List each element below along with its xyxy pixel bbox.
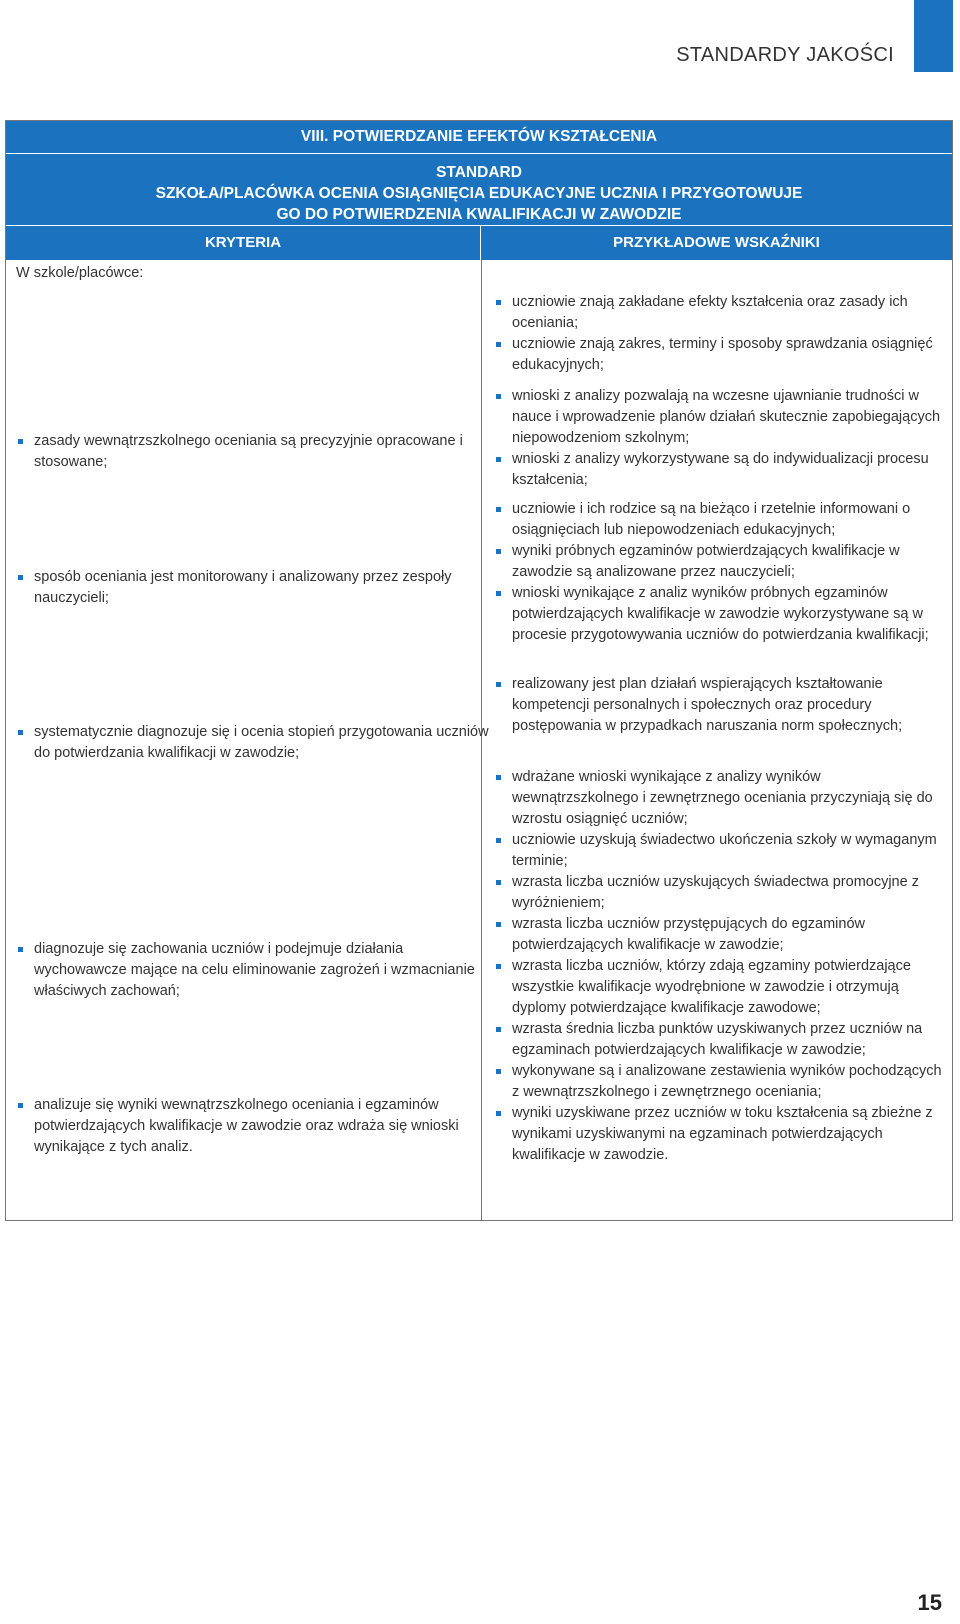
criterion-2: sposób oceniania jest monitorowany i analizowany przez zespoły nauczycieli; xyxy=(16,567,489,609)
corner-tab xyxy=(914,0,953,72)
column-header-indicators: PRZYKŁADOWE WSKAŹNIKI xyxy=(613,234,820,251)
criterion-4: diagnozuje się zachowania uczniów i podejmuje działania wychowawcze mające na celu eliminowanie zagrożeń i wzmacnianie właściwych zachowań; xyxy=(16,939,489,1002)
standard-line-1: SZKOŁA/PLACÓWKA OCENIA OSIĄGNIĘCIA EDUKACYJNE UCZNIA I PRZYGOTOWUJE xyxy=(155,185,803,202)
column-headers xyxy=(6,226,952,260)
table-title: VIII. POTWIERDZANIE EFEKTÓW KSZTAŁCENIA xyxy=(6,121,952,154)
indicator-item: wdrażane wnioski wynikające z analizy wyników wewnątrzszkolnego i zewnętrznego oceniania przyczyniają się do wzrostu osiągnięć uczniów; xyxy=(494,767,944,830)
indicator-item: uczniowie znają zakres, terminy i sposoby sprawdzania osiągnięć edukacyjnych; xyxy=(494,334,944,376)
indicator-group-2 xyxy=(494,386,944,491)
standard-line-2: GO DO POTWIERDZENIA KWALIFIKACJI W ZAWODZIE xyxy=(276,206,682,223)
indicator-group-3 xyxy=(494,499,944,646)
criterion-5: analizuje się wyniki wewnątrzszkolnego oceniania i egzaminów potwierdzających kwalifikacje w zawodzie oraz wdraża się wnioski wynikające z tych analiz. xyxy=(16,1095,489,1158)
indicator-item: wzrasta średnia liczba punktów uzyskiwanych przez uczniów na egzaminach potwierdzających kwalifikacje w zawodzie; xyxy=(494,1019,944,1061)
standard-block xyxy=(6,154,952,226)
standard-table xyxy=(5,120,953,1221)
indicator-item: uczniowie i ich rodzice są na bieżąco i rzetelnie informowani o osiągnięciach lub niepowodzeniach edukacyjnych; xyxy=(494,499,944,541)
criteria-intro: W szkole/placówce: xyxy=(16,265,144,281)
section-title: STANDARDY JAKOŚCI xyxy=(676,44,894,66)
indicator-item: wnioski wynikające z analiz wyników próbnych egzaminów potwierdzających kwalifikacje w zawodzie wykorzystywane są w procesie przygotowywania uczniów do potwierdzania kwalifikacji; xyxy=(494,583,944,646)
indicator-item: uczniowie uzyskują świadectwo ukończenia szkoły w wymaganym terminie; xyxy=(494,830,944,872)
criterion-1: zasady wewnątrzszkolnego oceniania są precyzyjnie opracowane i stosowane; xyxy=(16,431,489,473)
indicator-group-1 xyxy=(494,292,944,376)
criterion-3: systematycznie diagnozuje się i ocenia stopień przygotowania uczniów do potwierdzania kwalifikacji w zawodzie; xyxy=(16,722,489,764)
indicator-item: wzrasta liczba uczniów uzyskujących świadectwa promocyjne z wyróżnieniem; xyxy=(494,872,944,914)
indicator-item: wnioski z analizy pozwalają na wczesne ujawnianie trudności w nauce i wprowadzenie planów działań skutecznie zapobiegających niepowodzeniom szkolnym; xyxy=(494,386,944,449)
indicator-group-4 xyxy=(494,674,944,737)
indicator-item: wnioski z analizy wykorzystywane są do indywidualizacji procesu kształcenia; xyxy=(494,449,944,491)
indicator-item: wykonywane są i analizowane zestawienia wyników pochodzących z wewnątrzszkolnego i zewnętrznego oceniania; xyxy=(494,1061,944,1103)
indicator-item: realizowany jest plan działań wspierających kształtowanie kompetencji personalnych i społecznych oraz procedury postępowania w przypadkach naruszania norm społecznych; xyxy=(494,674,944,737)
indicator-item: wyniki próbnych egzaminów potwierdzających kwalifikacje w zawodzie są analizowane przez nauczycieli; xyxy=(494,541,944,583)
indicator-item: wzrasta liczba uczniów, którzy zdają egzaminy potwierdzające wszystkie kwalifikacje wyodrębnione w zawodzie i otrzymują dyplomy potwierdzające kwalifikacje zawodowe; xyxy=(494,956,944,1019)
indicator-item: wzrasta liczba uczniów przystępujących do egzaminów potwierdzających kwalifikacje w zawodzie; xyxy=(494,914,944,956)
indicator-item: wyniki uzyskiwane przez uczniów w toku kształcenia są zbieżne z wynikami uzyskiwanymi na egzaminach potwierdzających kwalifikacje w zawodzie. xyxy=(494,1103,944,1166)
column-header-criteria: KRYTERIA xyxy=(6,226,481,260)
indicator-group-5 xyxy=(494,767,944,1166)
indicator-item: uczniowie znają zakładane efekty kształcenia oraz zasady ich oceniania; xyxy=(494,292,944,334)
standard-label: STANDARD xyxy=(436,164,522,181)
page-number: 15 xyxy=(917,1590,942,1615)
